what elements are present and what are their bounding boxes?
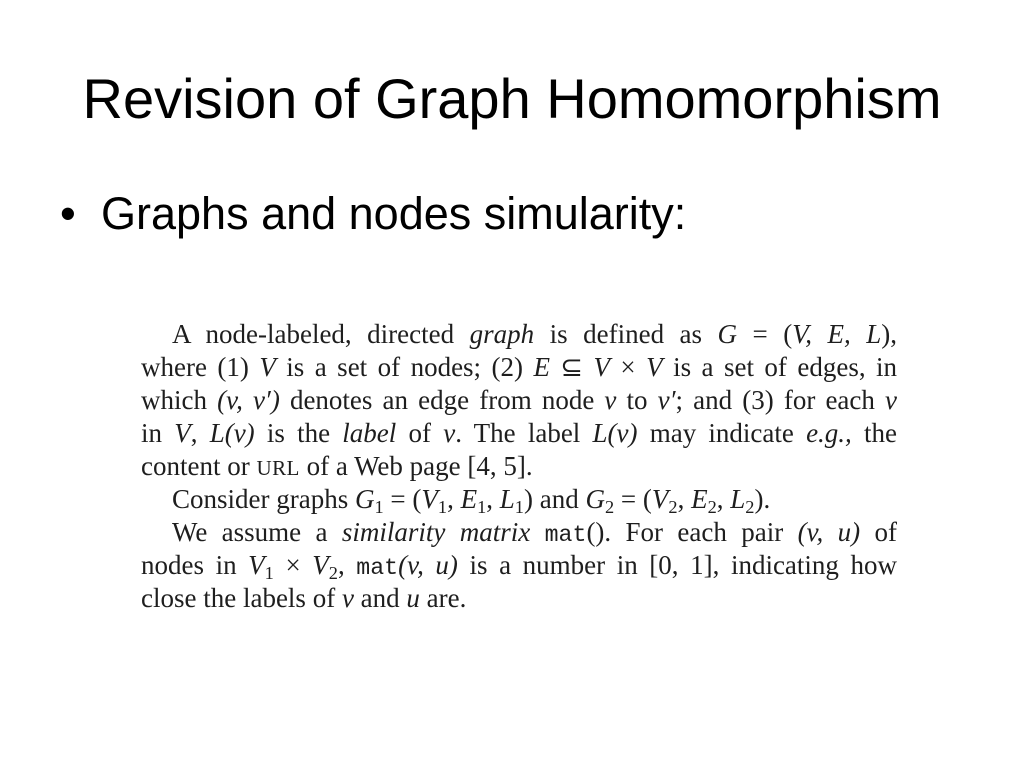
excerpt-text-run: which	[141, 385, 218, 415]
excerpt-subscript: 2	[745, 497, 755, 518]
excerpt-line	[141, 483, 897, 516]
excerpt-italic-run: G	[585, 484, 605, 514]
excerpt-text-run: . The label	[455, 418, 593, 448]
excerpt-italic-run: E	[691, 484, 708, 514]
excerpt-italic-run: (v, v′)	[217, 385, 280, 415]
excerpt-italic-run: v′	[657, 385, 676, 415]
excerpt-italic-run: V	[248, 550, 265, 580]
excerpt-text-run: in	[141, 418, 175, 448]
excerpt-text-run: We assume a	[172, 517, 342, 547]
excerpt-text-run: ,	[337, 550, 357, 580]
excerpt-italic-run: V	[312, 550, 329, 580]
excerpt-line	[141, 417, 897, 450]
excerpt-text-run: (). For each pair	[586, 517, 798, 547]
excerpt-text-run: = (	[383, 484, 422, 514]
excerpt-text-run: denotes an edge from node	[279, 385, 605, 415]
excerpt-italic-run: v	[604, 385, 617, 415]
excerpt-subscript: 1	[437, 497, 448, 518]
excerpt-text-run: Consider graphs	[172, 484, 355, 514]
excerpt-line	[141, 549, 897, 582]
excerpt-text-run: close the labels of	[141, 583, 342, 613]
excerpt-text-run: ,	[716, 484, 731, 514]
excerpt-text-run: ).	[754, 484, 771, 514]
excerpt-line	[141, 351, 897, 384]
excerpt-text-run: A node-labeled, directed	[172, 319, 470, 349]
excerpt-text-run: of a Web page [4, 5].	[299, 451, 533, 481]
excerpt-italic-run: L(v)	[209, 418, 255, 448]
excerpt-text-run: ; and (3) for each	[675, 385, 886, 415]
excerpt-text-run: is the	[254, 418, 343, 448]
excerpt-italic-run: E	[533, 352, 550, 382]
excerpt-italic-run: V	[651, 484, 669, 514]
excerpt-text-run: and	[353, 583, 407, 613]
bullet-text: Graphs and nodes simularity:	[101, 188, 687, 239]
excerpt-text-run: of	[860, 517, 898, 547]
excerpt-text-run: is a set of nodes; (2)	[275, 352, 534, 382]
excerpt-subscript: 1	[374, 497, 384, 518]
excerpt-line	[141, 516, 897, 549]
excerpt-mono-run: mat	[356, 555, 399, 581]
excerpt-italic-run: V	[646, 352, 663, 382]
excerpt-italic-run: G	[354, 484, 375, 514]
excerpt-italic-run: v	[443, 418, 456, 448]
excerpt-subscript: 2	[328, 563, 338, 584]
excerpt-mono-run: mat	[544, 522, 587, 548]
excerpt-text-run: ×	[273, 550, 313, 580]
excerpt-italic-run: V, E, L	[792, 319, 882, 349]
excerpt-italic-run: E	[460, 484, 478, 514]
excerpt-subscript: 2	[668, 497, 678, 518]
bullet-marker: •	[60, 188, 76, 239]
excerpt-smallcaps-run: URL	[256, 456, 300, 480]
excerpt-line	[141, 384, 897, 417]
excerpt-text-run: ,	[447, 484, 461, 514]
excerpt-italic-run: (v, u)	[797, 517, 861, 547]
excerpt-text-run: ),	[881, 319, 897, 349]
excerpt-italic-run: u	[406, 583, 420, 613]
excerpt-italic-run: L(v)	[592, 418, 638, 448]
excerpt-italic-run: L	[730, 484, 746, 514]
excerpt-text-run: is a set of edges, in	[662, 352, 898, 382]
excerpt-text-run: content or	[141, 451, 257, 481]
excerpt-text-run: ×	[609, 352, 647, 382]
excerpt-text-run: = (	[737, 319, 793, 349]
excerpt-subscript: 2	[604, 497, 615, 518]
excerpt-subscript: 2	[707, 497, 717, 518]
excerpt-text-run: may indicate	[637, 418, 807, 448]
excerpt-subscript: 1	[514, 497, 524, 518]
slide-title: Revision of Graph Homomorphism	[82, 67, 942, 130]
excerpt-text-run: where (1)	[141, 352, 260, 382]
excerpt-text-run: to	[616, 385, 658, 415]
excerpt-italic-run: v	[341, 583, 354, 613]
excerpt-line	[141, 450, 897, 483]
paper-excerpt-image	[141, 318, 897, 615]
excerpt-subscript: 1	[264, 563, 274, 584]
excerpt-line	[141, 318, 897, 351]
excerpt-italic-run: similarity matrix	[341, 517, 531, 547]
excerpt-italic-run: graph	[469, 319, 535, 349]
excerpt-italic-run: (v, u)	[398, 550, 458, 580]
excerpt-line	[141, 582, 897, 615]
excerpt-italic-run: V	[174, 418, 191, 448]
bullet-item	[0, 188, 1024, 241]
excerpt-text-run: ,	[486, 484, 500, 514]
excerpt-text-run: nodes in	[141, 550, 249, 580]
excerpt-subscript: 1	[477, 497, 487, 518]
excerpt-text-run: of	[396, 418, 444, 448]
excerpt-text-run	[530, 517, 544, 547]
excerpt-italic-run: v	[885, 385, 897, 415]
excerpt-italic-run: V	[259, 352, 276, 382]
excerpt-text-run: the	[851, 418, 897, 448]
excerpt-text-run: ) and	[523, 484, 586, 514]
excerpt-text-run: ,	[190, 418, 210, 448]
excerpt-text-run: = (	[614, 484, 652, 514]
excerpt-italic-run: e.g.,	[806, 418, 852, 448]
excerpt-text-run: are.	[419, 583, 467, 613]
excerpt-text-run: is a number in [0, 1], indicating how	[457, 550, 898, 580]
excerpt-italic-run: label	[342, 418, 397, 448]
excerpt-italic-run: L	[499, 484, 515, 514]
excerpt-text-run: ⊆	[549, 352, 594, 382]
excerpt-italic-run: G	[717, 319, 738, 349]
excerpt-italic-run: V	[421, 484, 438, 514]
excerpt-text-run: is defined as	[534, 319, 718, 349]
excerpt-text-run: ,	[677, 484, 692, 514]
excerpt-italic-run: V	[593, 352, 610, 382]
